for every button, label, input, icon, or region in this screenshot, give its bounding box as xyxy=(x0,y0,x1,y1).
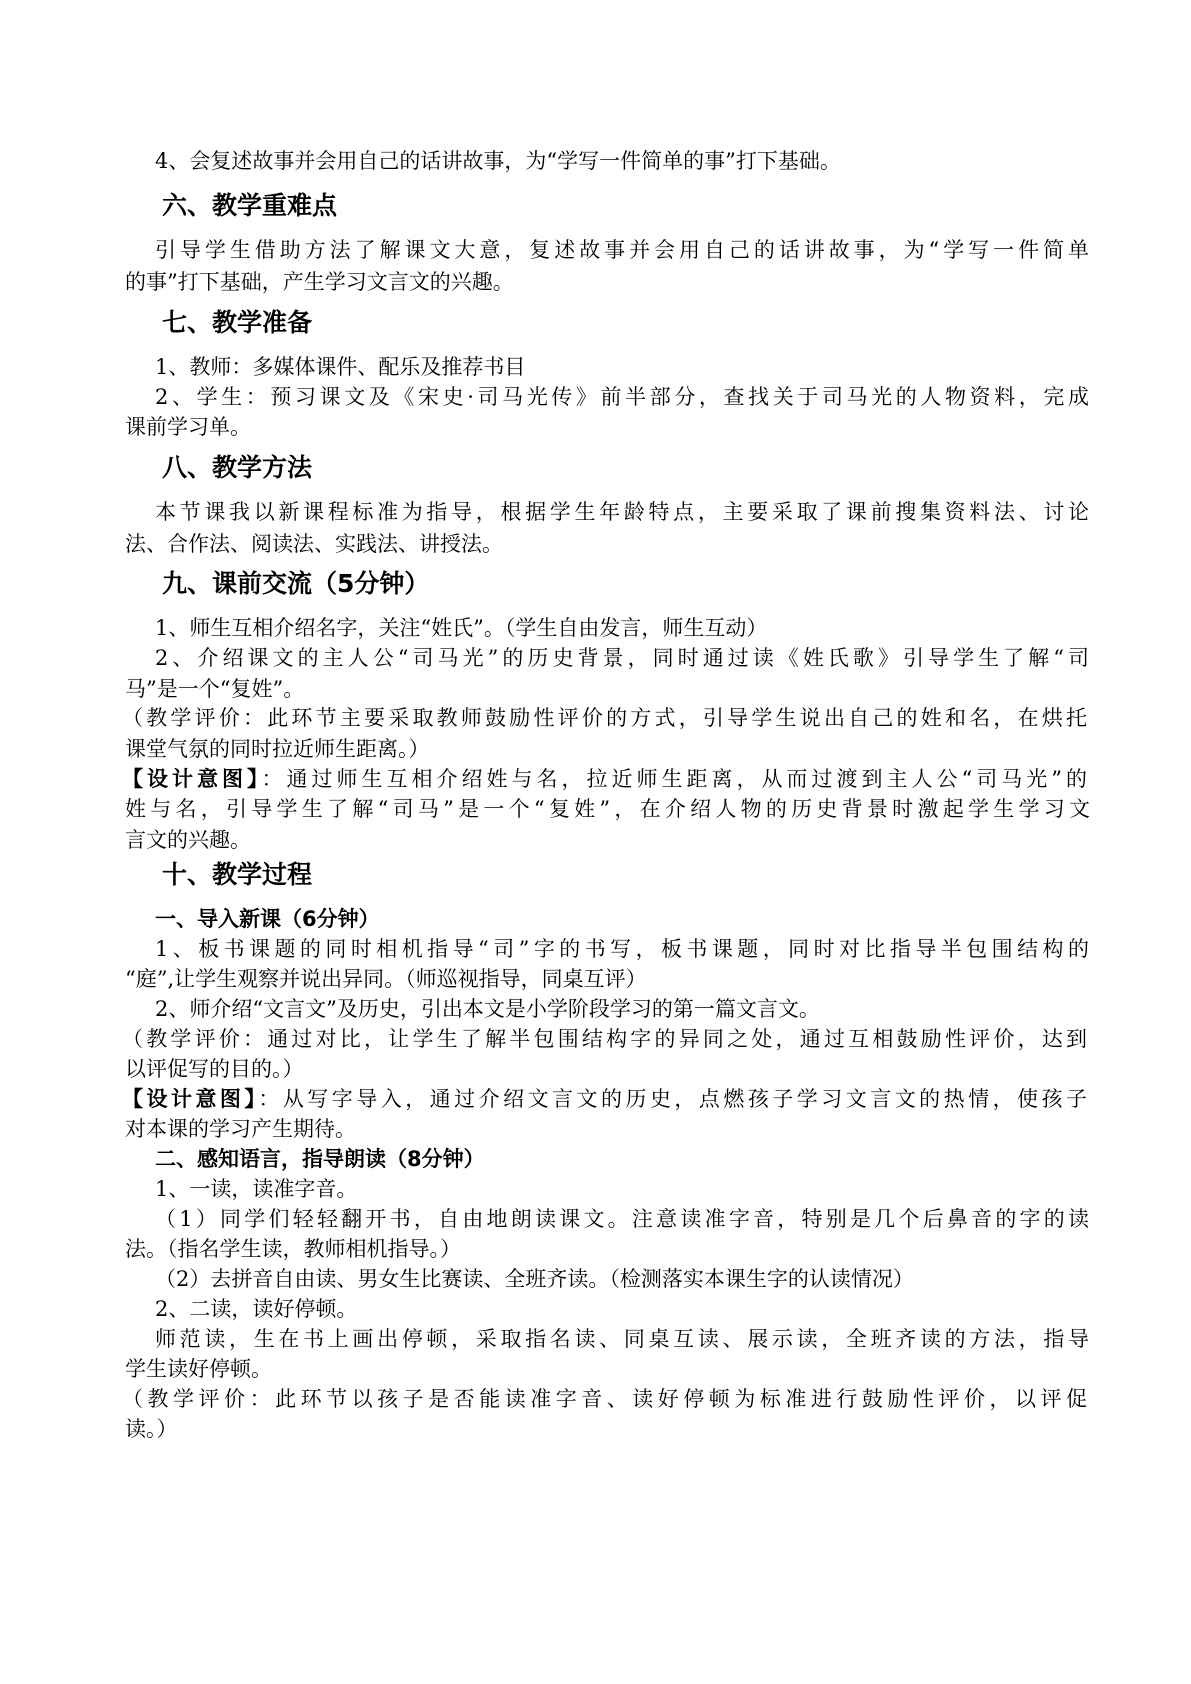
evaluation-note: 课堂气氛的同时拉近师生距离。） xyxy=(125,737,430,761)
paragraph-line: 本节课我以新课程标准为指导，根据学生年龄特点，主要采取了课前搜集资料法、讨论 xyxy=(155,500,1089,524)
design-intent-line: 【设计意图】：从写字导入，通过介绍文言文的历史，点燃孩子学习文言文的热情，使孩子 xyxy=(122,1087,1088,1111)
paragraph-line: 1、一读，读准字音。 xyxy=(155,1177,358,1201)
heading-teaching-process: 十、教学过程 xyxy=(162,860,313,889)
paragraph-line: 1、师生互相介绍名字，关注“姓氏”。（学生自由发言，师生互动） xyxy=(155,616,768,640)
paragraph-line: 学生读好停顿。 xyxy=(125,1357,272,1381)
paragraph-line: 引导学生借助方法了解课文大意，复述故事并会用自己的话讲故事，为“学写一件简单 xyxy=(155,238,1089,262)
paragraph-line: 法。（指名学生读，教师相机指导。） xyxy=(125,1237,461,1261)
heading-key-difficulties: 六、教学重难点 xyxy=(162,191,338,220)
paragraph-line: 言文的兴趣。 xyxy=(125,828,251,852)
paragraph-line: “庭”,让学生观察并说出异同。（师巡视指导，同桌互评） xyxy=(125,967,647,991)
heading-methods: 八、教学方法 xyxy=(162,453,313,482)
heading-pre-class-exchange: 九、课前交流（5分钟） xyxy=(162,569,430,598)
paragraph-line: 1、板书课题的同时相机指导“司”字的书写，板书课题，同时对比指导半包围结构的 xyxy=(155,937,1089,961)
paragraph-line: 1、教师：多媒体课件、配乐及推荐书目 xyxy=(155,355,526,379)
paragraph-line: 2、师介绍“文言文”及历史，引出本文是小学阶段学习的第一篇文言文。 xyxy=(155,997,820,1021)
paragraph-line: 法、合作法、阅读法、实践法、讲授法。 xyxy=(125,532,503,556)
paragraph-line: 2、二读，读好停顿。 xyxy=(155,1297,358,1321)
paragraph-line: 2、学生：预习课文及《宋史·司马光传》前半部分，查找关于司马光的人物资料，完成 xyxy=(155,385,1089,409)
evaluation-note: 以评促写的目的。） xyxy=(125,1057,304,1081)
design-intent-label: 【设计意图】 xyxy=(122,1087,259,1111)
paragraph-line: 师范读，生在书上画出停顿，采取指名读、同桌互读、展示读，全班齐读的方法，指导 xyxy=(155,1327,1089,1351)
paragraph-line: （2）去拼音自由读、男女生比赛读、全班齐读。（检测落实本课生字的认读情况） xyxy=(155,1267,914,1291)
evaluation-note: 读。） xyxy=(125,1417,178,1441)
objective-item-4: 4、会复述故事并会用自己的话讲故事，为“学写一件简单的事”打下基础。 xyxy=(155,149,841,173)
subheading-introduction: 一、导入新课（6分钟） xyxy=(155,907,380,931)
design-intent-line: 【设计意图】：通过师生互相介绍姓与名，拉近师生距离，从而过渡到主人公“司马光”的 xyxy=(122,767,1088,791)
paragraph-line: 课前学习单。 xyxy=(125,415,251,439)
paragraph-line: （1）同学们轻轻翻开书，自由地朗读课文。注意读准字音，特别是几个后鼻音的字的读 xyxy=(155,1207,1089,1231)
evaluation-note: （教学评价：此环节主要采取教师鼓励性评价的方式，引导学生说出自己的姓和名，在烘托 xyxy=(122,706,1087,730)
paragraph-line: 2、介绍课文的主人公“司马光”的历史背景，同时通过读《姓氏歌》引导学生了解“司 xyxy=(155,646,1089,670)
subheading-reading: 二、感知语言，指导朗读（8分钟） xyxy=(155,1147,485,1171)
paragraph-line: 对本课的学习产生期待。 xyxy=(125,1117,356,1141)
evaluation-note: （教学评价：此环节以孩子是否能读准字音、读好停顿为标准进行鼓励性评价，以评促 xyxy=(122,1387,1087,1411)
design-intent-label: 【设计意图】 xyxy=(122,767,262,791)
paragraph-line: 的事”打下基础，产生学习文言文的兴趣。 xyxy=(125,270,514,294)
paragraph-line: 姓与名，引导学生了解“司马”是一个“复姓”，在介绍人物的历史背景时激起学生学习文 xyxy=(125,797,1090,821)
evaluation-note: （教学评价：通过对比，让学生了解半包围结构字的异同之处，通过互相鼓励性评价，达到 xyxy=(122,1027,1087,1051)
paragraph-line: 马”是一个“复姓”。 xyxy=(125,677,305,701)
heading-preparation: 七、教学准备 xyxy=(162,308,313,337)
